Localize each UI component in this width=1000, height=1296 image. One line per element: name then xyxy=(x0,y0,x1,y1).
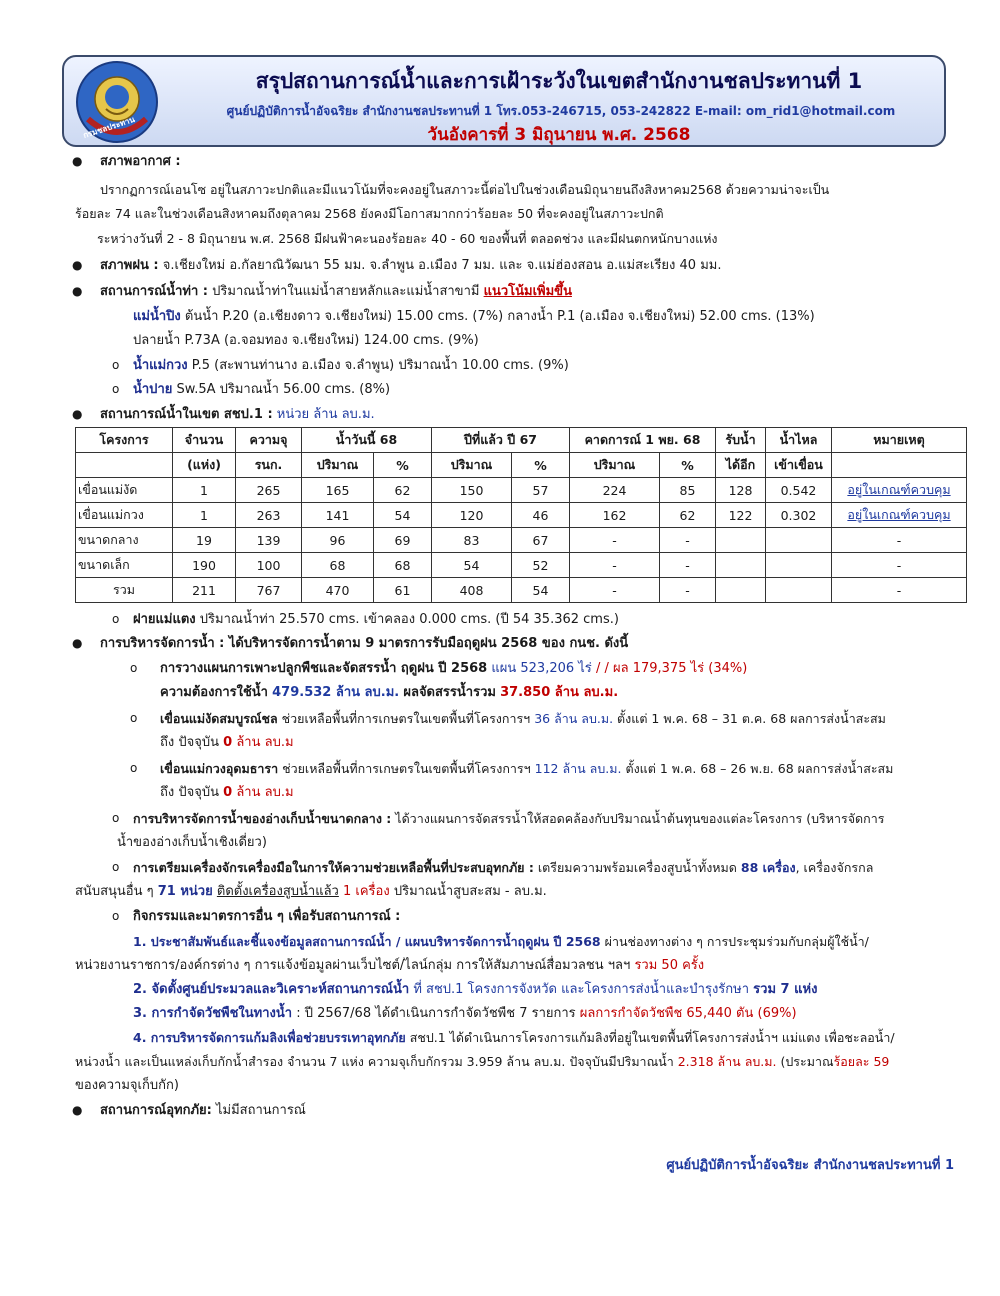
circle-bullet-icon: o xyxy=(130,761,138,775)
medium-text2: น้ำของอ่างเก็บน้ำเชิงเดี่ยว) xyxy=(117,835,267,850)
cell-note: - xyxy=(832,578,967,603)
activity-1-line-2 xyxy=(75,957,960,975)
cell-recv xyxy=(716,528,766,553)
ngat-text1: ช่วยเหลือพื้นที่การเกษตรในเขตพื้นที่โครงการฯ xyxy=(281,711,531,726)
header-banner xyxy=(62,55,946,147)
col-fc-pct: % xyxy=(660,453,716,478)
table-row xyxy=(76,528,967,553)
cell-count: 190 xyxy=(173,553,236,578)
area-heading: สถานการณ์น้ำในเขต สชป.1 : xyxy=(100,407,273,422)
pai-line xyxy=(133,381,960,399)
cell-last: 120 xyxy=(432,503,512,528)
cell-fc: - xyxy=(570,578,660,603)
cell-last-pct: 54 xyxy=(512,578,570,603)
col-receive: รับน้ำ xyxy=(716,428,766,453)
circle-bullet-icon: o xyxy=(130,711,138,725)
cell-last: 83 xyxy=(432,528,512,553)
ngat-zero: 0 xyxy=(223,735,233,750)
cell-today: 470 xyxy=(302,578,374,603)
cell-fc: - xyxy=(570,553,660,578)
kuang-dam-text1: ช่วยเหลือพื้นที่การเกษตรในเขตพื้นที่โครงการฯ xyxy=(282,761,531,776)
weather-text-1: ปรากฏการณ์เอนโซ อยู่ในสภาวะปกติและมีแนวโน้มที่จะคงอยู่ในสภาวะนี้ต่อไปในช่วงเดือนมิถุนายนถึงสิงหาคม2568 ด้วยความน่าจะเป็น xyxy=(100,182,830,197)
machine-text2: , เครื่องจักรกล xyxy=(795,860,874,875)
cell-inflow xyxy=(766,528,832,553)
pai-label: น้ำปาย xyxy=(133,382,173,397)
medium-line xyxy=(133,810,960,828)
machine-installed: ติดตั้งเครื่องสูบน้ำแล้ว xyxy=(216,884,339,899)
machine-one: 1 เครื่อง xyxy=(343,884,390,899)
cell-last: 150 xyxy=(432,478,512,503)
cell-recv xyxy=(716,578,766,603)
cell-count: 1 xyxy=(173,503,236,528)
col-note: หมายเหตุ xyxy=(832,428,967,453)
col-count: จำนวน xyxy=(173,428,236,453)
activity-1-text2: หน่วยงานราชการ/องค์กรต่าง ๆ การแจ้งข้อมูลผ่านเว็บไซต์/ไลน์กลุ่ม การให้สัมภาษณ์สื่อมวลชน ฯลฯ xyxy=(75,958,631,973)
kuang-dam-amount: 112 ล้าน ลบ.ม. xyxy=(534,761,622,776)
cell-fc: - xyxy=(570,528,660,553)
cell-today: 68 xyxy=(302,553,374,578)
ping-text: ต้นน้ำ P.20 (อ.เชียงดาว จ.เชียงใหม่) 15.00 cms. (7%) กลางน้ำ P.1 (อ.เมือง จ.เชียงใหม่) 52.00 cms. (13%) xyxy=(184,309,815,324)
cell-today: 96 xyxy=(302,528,374,553)
logo-text: กรมชลประทาน xyxy=(82,114,136,141)
col-last-pct: % xyxy=(512,453,570,478)
circle-bullet-icon: o xyxy=(112,860,120,874)
kuang-label: น้ำแม่กวง xyxy=(133,358,188,373)
machine-label: การเตรียมเครื่องจักรเครื่องมือในการให้ความช่วยเหลือพื้นที่ประสบอุทกภัย : xyxy=(133,860,534,875)
plan-result: ผล 179,375 ไร่ (34%) xyxy=(612,661,748,676)
cell-name: เขื่อนแม่กวง xyxy=(76,503,173,528)
cell-inflow: 0.302 xyxy=(766,503,832,528)
ngat-text2: ตั้งแต่ 1 พ.ค. 68 – 31 ต.ค. 68 ผลการส่งน้ำสะสม xyxy=(617,711,886,726)
kuang-line xyxy=(133,357,960,375)
activity-1-count: รวม 50 ครั้ง xyxy=(634,958,705,973)
cell-last-pct: 52 xyxy=(512,553,570,578)
machine-text1: เตรียมความพร้อมเครื่องสูบน้ำทั้งหมด xyxy=(537,860,737,875)
other-label: กิจกรรมและมาตรการอื่น ๆ เพื่อรับสถานการณ์ : xyxy=(133,909,401,924)
cell-recv: 122 xyxy=(716,503,766,528)
rain-heading: สภาพฝน : xyxy=(100,258,159,273)
ngat-amount: 36 ล้าน ลบ.ม. xyxy=(534,711,614,726)
col-count-sub: (แห่ง) xyxy=(173,453,236,478)
kuang-dam-text2: ตั้งแต่ 1 พ.ค. 68 – 26 พ.ย. 68 ผลการส่งน้ำสะสม xyxy=(625,761,894,776)
cell-fc: 162 xyxy=(570,503,660,528)
activity-1-label: 1. ประชาสัมพันธ์และชี้แจงข้อมูลสถานการณ์น้ำ / แผนบริหารจัดการน้ำฤดูฝน ปี 2568 xyxy=(133,934,601,949)
bullet-icon: ● xyxy=(72,636,83,650)
alloc-value: 37.850 ล้าน ลบ.ม. xyxy=(500,685,619,700)
activity-4-pct: ร้อยละ 59 xyxy=(833,1054,890,1069)
table-row xyxy=(76,478,967,503)
col-capacity-sub: รนก. xyxy=(236,453,302,478)
circle-bullet-icon: o xyxy=(112,382,120,396)
col-fc-volume: ปริมาณ xyxy=(570,453,660,478)
ngat-unit: ล้าน ลบ.ม xyxy=(236,735,294,750)
col-inflow: น้ำไหล xyxy=(766,428,832,453)
cell-name: ขนาดเล็ก xyxy=(76,553,173,578)
activity-3-text: : ปี 2567/68 ได้ดำเนินการกำจัดวัชพืช 7 รายการ xyxy=(296,1006,576,1021)
plan-label: การวางแผนการเพาะปลูกพืชและจัดสรรน้ำ ฤดูฝน ปี 2568 xyxy=(160,661,488,676)
col-forecast: คาดการณ์ 1 พย. 68 xyxy=(570,428,716,453)
cell-today: 141 xyxy=(302,503,374,528)
circle-bullet-icon: o xyxy=(112,358,120,372)
table-row xyxy=(76,553,967,578)
cell-count: 19 xyxy=(173,528,236,553)
need-line xyxy=(160,684,960,702)
need-label: ความต้องการใช้น้ำ xyxy=(160,685,268,700)
cell-last-pct: 67 xyxy=(512,528,570,553)
machine-text3: สนับสนุนอื่น ๆ xyxy=(75,884,154,899)
kuang-dam-zero: 0 xyxy=(223,785,233,800)
table-row xyxy=(76,503,967,528)
activity-4-label: 4. การบริหารจัดการแก้มลิงเพื่อช่วยบรรเทาอุทกภัย xyxy=(133,1030,406,1045)
weir-label: ฝายแม่แตง xyxy=(133,612,196,627)
cell-note: อยู่ในเกณฑ์ควบคุม xyxy=(832,478,967,503)
activity-1-text1: ผ่านช่องทางต่าง ๆ การประชุมร่วมกับกลุ่มผู้ใช้น้ำ/ xyxy=(604,934,869,949)
pai-text: Sw.5A ปริมาณน้ำ 56.00 cms. (8%) xyxy=(176,382,391,397)
machine-text4: ปริมาณน้ำสูบสะสม - ลบ.ม. xyxy=(393,884,547,899)
cell-last-pct: 46 xyxy=(512,503,570,528)
col-note-sub xyxy=(832,453,967,478)
activity-1-line xyxy=(133,933,960,951)
cell-note: อยู่ในเกณฑ์ควบคุม xyxy=(832,503,967,528)
cell-name: รวม xyxy=(76,578,173,603)
weir-text: ปริมาณน้ำท่า 25.570 cms. เข้าคลอง 0.000 cms. (ปี 54 35.362 cms.) xyxy=(199,612,619,627)
activity-4-text3: (ประมาณ xyxy=(780,1054,834,1069)
rain-line xyxy=(100,257,960,275)
cell-inflow xyxy=(766,578,832,603)
report-date: วันอังคารที่ 3 มิถุนายน พ.ศ. 2568 xyxy=(427,125,691,145)
weather-forecast: ระหว่างวันที่ 2 - 8 มิถุนายน พ.ศ. 2568 มีฝนฟ้าคะนองร้อยละ 40 - 60 ของพื้นที่ ตลอดช่วง และมีฝนตกหนักบางแห่ง xyxy=(97,231,718,246)
ping-line xyxy=(133,308,960,326)
kuang-text: P.5 (สะพานท่านาง อ.เมือง จ.ลำพูน) ปริมาณน้ำ 10.00 cms. (9%) xyxy=(191,358,569,373)
activity-3-result: ผลการกำจัดวัชพืช 65,440 ตัน (69%) xyxy=(579,1006,797,1021)
ngat-line xyxy=(160,710,960,728)
ngat-text3: ถึง ปัจจุบัน xyxy=(160,735,219,750)
weir-line xyxy=(133,611,960,629)
activity-4-text4: ของความจุเก็บกัก) xyxy=(75,1078,179,1093)
bullet-icon: ● xyxy=(72,1103,83,1117)
cell-note: - xyxy=(832,528,967,553)
bullet-icon: ● xyxy=(72,284,83,298)
cell-recv xyxy=(716,553,766,578)
cell-fc-pct: - xyxy=(660,578,716,603)
col-last-volume: ปริมาณ xyxy=(432,453,512,478)
cell-name: ขนาดกลาง xyxy=(76,528,173,553)
runoff-heading: สถานการณ์น้ำท่า : xyxy=(100,284,208,299)
medium-label: การบริหารจัดการน้ำของอ่างเก็บน้ำขนาดกลาง : xyxy=(133,811,392,826)
circle-bullet-icon: o xyxy=(112,612,120,626)
cell-fc: 224 xyxy=(570,478,660,503)
table-subheader-row xyxy=(76,453,967,478)
flood-heading: สถานการณ์อุทกภัย: xyxy=(100,1103,212,1118)
flood-line xyxy=(100,1102,960,1120)
table-header-row xyxy=(76,428,967,453)
machine-line xyxy=(133,859,960,877)
cell-cap: 139 xyxy=(236,528,302,553)
activity-2-line xyxy=(133,981,960,999)
col-today-volume: ปริมาณ xyxy=(302,453,374,478)
medium-text1: ได้วางแผนการจัดสรรน้ำให้สอดคล้องกับปริมาณน้ำต้นทุนของแต่ละโครงการ (บริหารจัดการ xyxy=(395,811,885,826)
kuang-dam-line-2 xyxy=(160,784,960,802)
contact-line: ศูนย์ปฏิบัติการน้ำอัจฉริยะ สำนักงานชลประทานที่ 1 โทร.053-246715, 053-242822 E-mail: om_rid1@hotmail.com xyxy=(226,104,896,118)
cell-today: 165 xyxy=(302,478,374,503)
cell-cap: 100 xyxy=(236,553,302,578)
cell-cap: 263 xyxy=(236,503,302,528)
cell-today-pct: 61 xyxy=(374,578,432,603)
kuang-dam-label: เขื่อนแม่กวงอุดมธารา xyxy=(160,761,279,776)
area-unit: หน่วย ล้าน ลบ.ม. xyxy=(276,407,375,422)
flood-text: ไม่มีสถานการณ์ xyxy=(215,1103,306,1118)
cell-today-pct: 69 xyxy=(374,528,432,553)
runoff-intro: ปริมาณน้ำท่าในแม่น้ำสายหลักและแม่น้ำสาขามี xyxy=(212,284,480,299)
bullet-icon: ● xyxy=(72,154,83,168)
cell-name: เขื่อนแม่งัด xyxy=(76,478,173,503)
cell-note: - xyxy=(832,553,967,578)
bullet-icon: ● xyxy=(72,407,83,421)
machine-units: 71 หน่วย xyxy=(157,884,213,899)
cell-count: 1 xyxy=(173,478,236,503)
cell-fc-pct: - xyxy=(660,553,716,578)
cell-last: 408 xyxy=(432,578,512,603)
ngat-line-2 xyxy=(160,734,960,752)
cell-cap: 265 xyxy=(236,478,302,503)
bullet-icon: ● xyxy=(72,258,83,272)
cell-count: 211 xyxy=(173,578,236,603)
runoff-line xyxy=(100,283,960,301)
col-today: น้ำวันนี้ 68 xyxy=(302,428,432,453)
col-receive-sub: ได้อีก xyxy=(716,453,766,478)
plan-target: แผน 523,206 ไร่ xyxy=(491,661,592,676)
activity-4-text2: หน่วงน้ำ และเป็นแหล่งเก็บกักน้ำสำรอง จำนวน 7 แห่ง ความจุเก็บกักรวม 3.959 ล้าน ลบ.ม. ปัจจุบันมีปริมาณน้ำ xyxy=(75,1054,674,1069)
circle-bullet-icon: o xyxy=(112,811,120,825)
cell-inflow xyxy=(766,553,832,578)
ping-label: แม่น้ำปิง xyxy=(133,309,181,324)
alloc-label: ผลจัดสรรน้ำรวม xyxy=(403,685,496,700)
cell-today-pct: 62 xyxy=(374,478,432,503)
cell-today-pct: 54 xyxy=(374,503,432,528)
weather-text-2: ร้อยละ 74 และในช่วงเดือนสิงหาคมถึงตุลาคม 2568 ยังคงมีโอกาสมากกว่าร้อยละ 50 ที่จะคงอยู่ในสภาวะปกติ xyxy=(75,206,664,221)
activity-2-text: ที่ สชป.1 โครงการจังหวัด และโครงการส่งน้ำและบำรุงรักษา xyxy=(413,982,750,997)
activity-4-line-2 xyxy=(75,1053,960,1071)
kuang-dam-unit: ล้าน ลบ.ม xyxy=(236,785,294,800)
cell-fc-pct: - xyxy=(660,528,716,553)
machine-line-2 xyxy=(75,883,960,901)
plan-sep: / / xyxy=(595,661,609,676)
table-total-row xyxy=(76,578,967,603)
col-project: โครงการ xyxy=(76,428,173,453)
circle-bullet-icon: o xyxy=(112,909,120,923)
col-lastyear: ปีที่แล้ว ปี 67 xyxy=(432,428,570,453)
activity-2-label: 2. จัดตั้งศูนย์ประมวลและวิเคราะห์สถานการณ์น้ำ xyxy=(133,982,410,997)
area-line xyxy=(100,406,960,424)
machine-pumps: 88 เครื่อง xyxy=(740,860,796,875)
ngat-label: เขื่อนแม่งัดสมบูรณ์ชล xyxy=(160,711,278,726)
activity-4-text1: สชป.1 ได้ดำเนินการโครงการแก้มลิงที่อยู่ในเขตพื้นที่โครงการส่งน้ำฯ แม่แตง เพื่อชะลอน้ำ/ xyxy=(409,1030,895,1045)
cell-today-pct: 68 xyxy=(374,553,432,578)
cell-last: 54 xyxy=(432,553,512,578)
reservoir-table xyxy=(75,427,967,603)
ping-downstream: ปลายน้ำ P.73A (อ.จอมทอง จ.เชียงใหม่) 124.00 cms. (9%) xyxy=(133,333,479,348)
col-project-sub xyxy=(76,453,173,478)
kuang-dam-text3: ถึง ปัจจุบัน xyxy=(160,785,219,800)
cell-fc-pct: 62 xyxy=(660,503,716,528)
runoff-trend: แนวโน้มเพิ่มขึ้น xyxy=(483,284,572,299)
cell-last-pct: 57 xyxy=(512,478,570,503)
footer-signature: ศูนย์ปฏิบัติการน้ำอัจฉริยะ สำนักงานชลประทานที่ 1 xyxy=(666,1158,954,1173)
cell-inflow: 0.542 xyxy=(766,478,832,503)
rain-text: จ.เชียงใหม่ อ.กัลยาณิวัฒนา 55 มม. จ.ลำพูน อ.เมือง 7 มม. และ จ.แม่ฮ่องสอน อ.แม่สะเรียง 40 มม. xyxy=(162,258,722,273)
col-capacity: ความจุ xyxy=(236,428,302,453)
activity-4-volume: 2.318 ล้าน ลบ.ม. xyxy=(677,1054,777,1069)
plan-line xyxy=(160,660,960,678)
activity-2-count: รวม 7 แห่ง xyxy=(753,982,818,997)
cell-fc-pct: 85 xyxy=(660,478,716,503)
activity-3-label: 3. การกำจัดวัชพืชในทางน้ำ xyxy=(133,1006,293,1021)
need-value: 479.532 ล้าน ลบ.ม. xyxy=(272,685,400,700)
weather-heading: สภาพอากาศ : xyxy=(100,154,181,169)
page-title: สรุปสถานการณ์น้ำและการเฝ้าระวังในเขตสำนักงานชลประทานที่ 1 xyxy=(255,69,863,93)
col-inflow-sub: เข้าเขื่อน xyxy=(766,453,832,478)
activity-4-line xyxy=(133,1029,960,1047)
activity-3-line xyxy=(133,1005,960,1023)
cell-recv: 128 xyxy=(716,478,766,503)
kuang-dam-line xyxy=(160,760,960,778)
mgmt-heading: การบริหารจัดการน้ำ : ได้บริหารจัดการน้ำตาม 9 มาตรการรับมือฤดูฝน 2568 ของ กนช. ดังนี้ xyxy=(100,636,629,651)
col-today-pct: % xyxy=(374,453,432,478)
cell-cap: 767 xyxy=(236,578,302,603)
circle-bullet-icon: o xyxy=(130,661,138,675)
